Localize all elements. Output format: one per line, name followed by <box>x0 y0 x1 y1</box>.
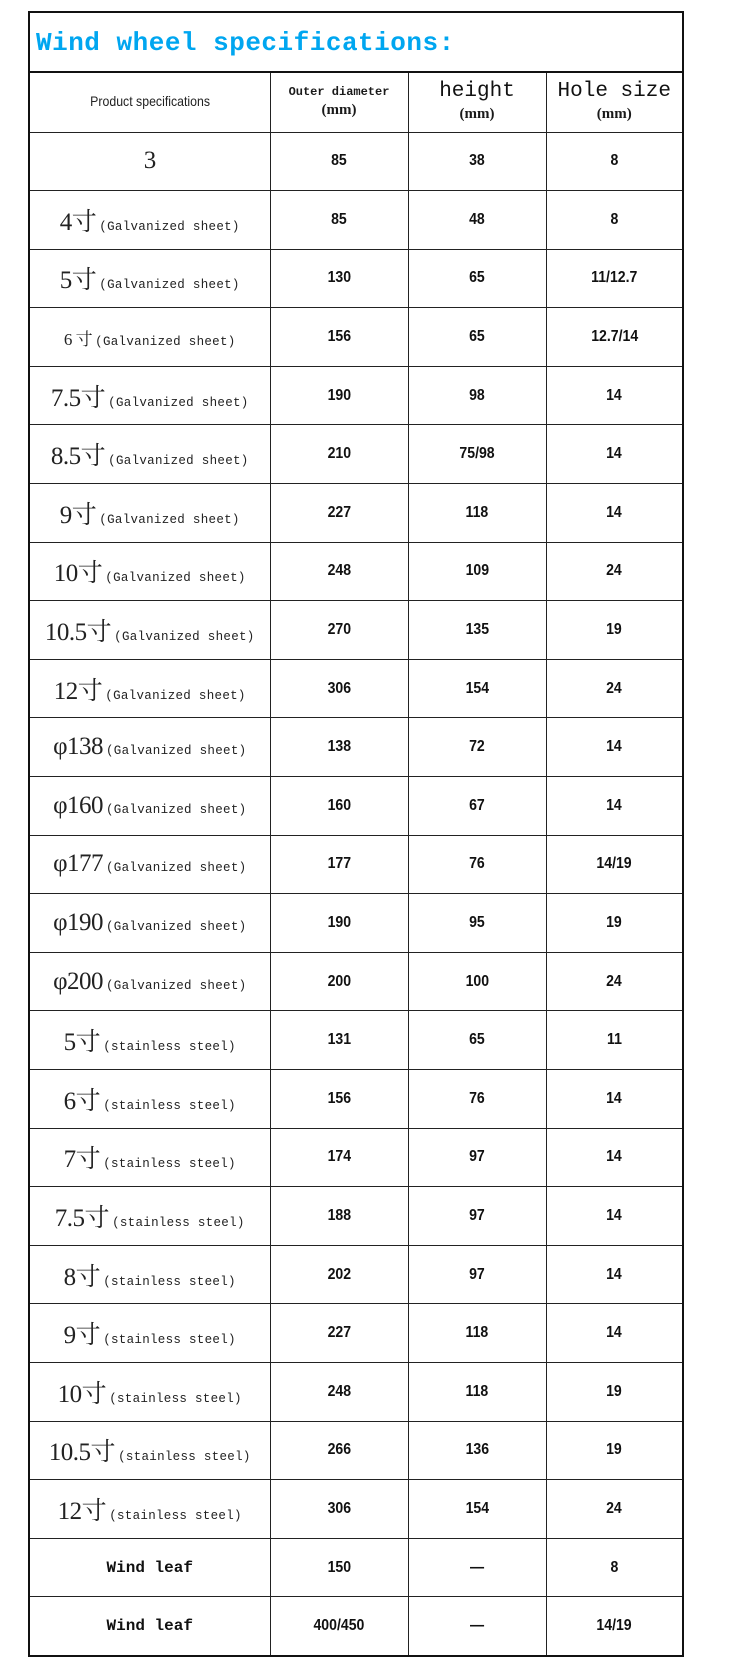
product-material: (Galvanized sheet) <box>99 219 240 234</box>
table-row <box>30 1362 682 1421</box>
cell-hole-size-value: 14 <box>606 1148 623 1166</box>
cell-height <box>408 601 546 660</box>
cell-outer-diameter <box>270 1070 408 1129</box>
cell-product-spec <box>30 835 270 894</box>
product-size: 12寸 <box>53 677 103 705</box>
cell-height-value: 65 <box>469 328 485 346</box>
cell-height <box>408 191 546 250</box>
cell-outer-diameter-value: 131 <box>327 1031 351 1049</box>
table-row <box>30 366 682 425</box>
cell-height-value: 154 <box>465 679 489 697</box>
cell-outer-diameter <box>270 659 408 718</box>
cell-outer-diameter <box>270 542 408 601</box>
product-material: (Galvanized sheet) <box>106 978 247 993</box>
table-row <box>30 777 682 836</box>
product-size: φ190 <box>53 909 103 937</box>
cell-hole-size <box>546 718 682 777</box>
cell-product-spec <box>30 1187 270 1246</box>
cell-height-value: 76 <box>469 855 485 873</box>
cell-hole-size <box>546 308 682 367</box>
product-size: φ138 <box>53 733 103 761</box>
cell-outer-diameter <box>270 777 408 836</box>
cell-outer-diameter <box>270 835 408 894</box>
table-row <box>30 659 682 718</box>
cell-outer-diameter <box>270 132 408 191</box>
cell-height-value: 67 <box>469 796 485 814</box>
header-height-unit: (mm) <box>459 106 495 123</box>
cell-product-spec <box>30 718 270 777</box>
cell-height-value: 118 <box>465 503 489 521</box>
cell-product-spec <box>30 1421 270 1480</box>
product-size: 5寸 <box>63 1029 101 1057</box>
cell-hole-size-value: 14 <box>606 738 623 756</box>
cell-product-spec <box>30 952 270 1011</box>
table-row <box>30 894 682 953</box>
cell-product-spec <box>30 659 270 718</box>
product-material: (stainless steel) <box>103 1333 236 1348</box>
cell-hole-size-value: 12.7/14 <box>590 328 638 346</box>
cell-outer-diameter-value: 400/450 <box>313 1617 365 1635</box>
cell-hole-size-value: 19 <box>606 621 623 639</box>
table-row <box>30 1187 682 1246</box>
spec-sheet <box>28 11 684 1657</box>
cell-outer-diameter <box>270 601 408 660</box>
cell-hole-size-value: 14 <box>606 1324 623 1342</box>
cell-outer-diameter-value: 200 <box>327 972 351 990</box>
product-material: (stainless steel) <box>112 1215 245 1230</box>
product-size: 5寸 <box>59 267 97 295</box>
product-size: 10寸 <box>57 1380 107 1408</box>
cell-product-spec <box>30 1362 270 1421</box>
cell-height <box>408 1538 546 1597</box>
cell-product-spec <box>30 484 270 543</box>
cell-hole-size <box>546 191 682 250</box>
product-material: (stainless steel) <box>103 1157 236 1172</box>
product-size: 8寸 <box>63 1263 101 1291</box>
cell-outer-diameter-value: 248 <box>327 1382 351 1400</box>
product-size: 7寸 <box>63 1146 101 1174</box>
product-size: 3 <box>143 147 156 175</box>
product-material: (Galvanized sheet) <box>95 334 236 349</box>
product-size: 7.5寸 <box>50 384 106 412</box>
cell-height <box>408 249 546 308</box>
cell-hole-size <box>546 777 682 836</box>
product-size: Wind leaf <box>106 1617 193 1636</box>
product-material: (Galvanized sheet) <box>106 744 247 759</box>
table-row <box>30 952 682 1011</box>
table-row <box>30 484 682 543</box>
cell-height-value: 97 <box>469 1206 485 1224</box>
table-row <box>30 718 682 777</box>
cell-hole-size-value: 14 <box>606 1265 623 1283</box>
product-material: (Galvanized sheet) <box>106 861 247 876</box>
product-size: 9寸 <box>59 501 97 529</box>
table-row <box>30 601 682 660</box>
product-size: φ177 <box>53 850 103 878</box>
cell-hole-size <box>546 1304 682 1363</box>
product-size: 6 寸 <box>63 329 93 349</box>
cell-height <box>408 1011 546 1070</box>
cell-hole-size-value: 24 <box>606 679 623 697</box>
cell-height <box>408 484 546 543</box>
cell-outer-diameter <box>270 1187 408 1246</box>
cell-outer-diameter <box>270 1362 408 1421</box>
product-size: 10寸 <box>53 560 103 588</box>
cell-height <box>408 1597 546 1656</box>
product-material: (Galvanized sheet) <box>108 454 249 469</box>
product-size: 10.5寸 <box>44 619 112 647</box>
cell-outer-diameter <box>270 366 408 425</box>
cell-height <box>408 542 546 601</box>
cell-product-spec <box>30 1304 270 1363</box>
cell-height <box>408 1187 546 1246</box>
cell-outer-diameter-value: 190 <box>327 386 351 404</box>
cell-hole-size-value: 19 <box>606 914 623 932</box>
cell-height <box>408 835 546 894</box>
cell-hole-size-value: 11/12.7 <box>591 269 638 287</box>
cell-hole-size-value: 19 <box>606 1441 623 1459</box>
product-material: (stainless steel) <box>118 1450 251 1465</box>
product-material: (Galvanized sheet) <box>106 802 247 817</box>
product-size: 7.5寸 <box>54 1204 110 1232</box>
cell-hole-size-value: 14 <box>606 445 623 463</box>
product-material: (Galvanized sheet) <box>99 278 240 293</box>
title-band <box>30 13 682 73</box>
cell-outer-diameter-value: 227 <box>327 503 351 521</box>
cell-outer-diameter <box>270 1480 408 1539</box>
spec-table <box>30 73 682 1655</box>
product-material: (stainless steel) <box>103 1274 236 1289</box>
cell-hole-size-value: 14 <box>606 1206 623 1224</box>
cell-height-value: 97 <box>469 1265 485 1283</box>
cell-hole-size <box>546 952 682 1011</box>
product-material: (stainless steel) <box>109 1391 242 1406</box>
product-material: (Galvanized sheet) <box>99 512 240 527</box>
cell-hole-size <box>546 1187 682 1246</box>
cell-outer-diameter-value: 270 <box>327 621 351 639</box>
table-row <box>30 835 682 894</box>
cell-height-value: 76 <box>469 1089 485 1107</box>
cell-height <box>408 425 546 484</box>
product-material: (Galvanized sheet) <box>105 571 246 586</box>
cell-height <box>408 659 546 718</box>
cell-hole-size <box>546 1070 682 1129</box>
product-size: 8.5寸 <box>50 443 106 471</box>
cell-hole-size <box>546 601 682 660</box>
cell-height-value: 118 <box>465 1382 489 1400</box>
table-row <box>30 1070 682 1129</box>
cell-hole-size <box>546 1011 682 1070</box>
cell-outer-diameter <box>270 952 408 1011</box>
cell-hole-size <box>546 249 682 308</box>
cell-outer-diameter <box>270 191 408 250</box>
header-outer-diameter-unit: (mm) <box>321 102 357 119</box>
header-product <box>30 73 270 132</box>
cell-outer-diameter-value: 130 <box>327 269 351 287</box>
header-row <box>30 73 682 132</box>
table-row <box>30 308 682 367</box>
cell-hole-size <box>546 542 682 601</box>
table-row <box>30 1304 682 1363</box>
product-size: 4寸 <box>59 208 97 236</box>
product-material: (stainless steel) <box>103 1040 236 1055</box>
cell-height-value: 136 <box>465 1441 489 1459</box>
cell-hole-size <box>546 425 682 484</box>
header-hole-size-unit: (mm) <box>596 106 632 123</box>
table-row <box>30 1480 682 1539</box>
product-size: φ200 <box>53 967 103 995</box>
cell-height-value: 135 <box>465 621 489 639</box>
cell-hole-size-value: 8 <box>610 1558 619 1576</box>
cell-product-spec <box>30 601 270 660</box>
cell-outer-diameter <box>270 718 408 777</box>
spec-table-body <box>30 132 682 1655</box>
cell-outer-diameter <box>270 484 408 543</box>
table-row <box>30 1538 682 1597</box>
cell-outer-diameter-value: 227 <box>327 1324 351 1342</box>
cell-hole-size-value: 14 <box>606 503 623 521</box>
cell-height <box>408 1128 546 1187</box>
table-row <box>30 249 682 308</box>
cell-outer-diameter-value: 190 <box>327 914 351 932</box>
cell-hole-size-value: 14/19 <box>596 855 632 873</box>
cell-outer-diameter-value: 85 <box>331 152 347 170</box>
product-size: 10.5寸 <box>48 1439 116 1467</box>
cell-hole-size <box>546 366 682 425</box>
table-row <box>30 132 682 191</box>
cell-height-value: 118 <box>465 1324 489 1342</box>
cell-height <box>408 1362 546 1421</box>
cell-hole-size-value: 14 <box>606 1089 623 1107</box>
header-outer-diameter-label: Outer diameter <box>288 85 390 100</box>
cell-outer-diameter <box>270 425 408 484</box>
cell-product-spec <box>30 1128 270 1187</box>
cell-height-value: 100 <box>465 972 489 990</box>
table-row <box>30 191 682 250</box>
cell-outer-diameter-value: 202 <box>327 1265 351 1283</box>
cell-outer-diameter-value: 248 <box>327 562 351 580</box>
product-material: (Galvanized sheet) <box>105 688 246 703</box>
cell-outer-diameter-value: 174 <box>327 1148 351 1166</box>
product-material: (Galvanized sheet) <box>106 920 247 935</box>
product-size: φ160 <box>53 791 103 819</box>
cell-outer-diameter <box>270 1597 408 1656</box>
cell-hole-size <box>546 894 682 953</box>
cell-product-spec <box>30 308 270 367</box>
cell-height-value: — <box>469 1617 485 1635</box>
cell-outer-diameter-value: 156 <box>327 328 351 346</box>
cell-product-spec <box>30 191 270 250</box>
header-product-label: Product specifications <box>89 93 210 110</box>
table-row <box>30 1597 682 1656</box>
cell-height-value: 65 <box>469 1031 485 1049</box>
cell-product-spec <box>30 894 270 953</box>
table-row <box>30 425 682 484</box>
cell-hole-size <box>546 484 682 543</box>
cell-product-spec <box>30 1011 270 1070</box>
cell-outer-diameter <box>270 1245 408 1304</box>
table-row <box>30 1421 682 1480</box>
cell-outer-diameter-value: 188 <box>327 1206 351 1224</box>
cell-outer-diameter-value: 177 <box>327 855 351 873</box>
cell-product-spec <box>30 1070 270 1129</box>
cell-hole-size <box>546 1421 682 1480</box>
cell-outer-diameter-value: 85 <box>331 210 347 228</box>
cell-product-spec <box>30 777 270 836</box>
cell-hole-size-value: 24 <box>606 562 623 580</box>
cell-outer-diameter-value: 156 <box>327 1089 351 1107</box>
cell-hole-size <box>546 835 682 894</box>
cell-product-spec <box>30 1597 270 1656</box>
cell-outer-diameter-value: 150 <box>327 1558 351 1576</box>
cell-height-value: 75/98 <box>459 445 495 463</box>
cell-height-value: 109 <box>465 562 489 580</box>
cell-product-spec <box>30 1480 270 1539</box>
cell-product-spec <box>30 249 270 308</box>
cell-hole-size-value: 8 <box>610 210 619 228</box>
cell-height <box>408 894 546 953</box>
cell-height-value: — <box>469 1558 485 1576</box>
cell-hole-size-value: 24 <box>606 972 623 990</box>
cell-height <box>408 718 546 777</box>
cell-hole-size <box>546 132 682 191</box>
product-material: (stainless steel) <box>103 1098 236 1113</box>
cell-height-value: 98 <box>469 386 485 404</box>
cell-height-value: 48 <box>469 210 485 228</box>
cell-outer-diameter <box>270 249 408 308</box>
cell-hole-size-value: 14 <box>606 386 623 404</box>
cell-outer-diameter-value: 160 <box>327 796 351 814</box>
product-material: (Galvanized sheet) <box>108 395 249 410</box>
cell-height <box>408 1304 546 1363</box>
cell-product-spec <box>30 366 270 425</box>
page-title: Wind wheel specifications: <box>36 28 455 58</box>
cell-outer-diameter-value: 266 <box>327 1441 351 1459</box>
cell-outer-diameter-value: 306 <box>327 1499 351 1517</box>
cell-hole-size-value: 14 <box>606 796 623 814</box>
cell-height <box>408 777 546 836</box>
cell-outer-diameter <box>270 1421 408 1480</box>
cell-hole-size <box>546 1128 682 1187</box>
cell-product-spec <box>30 542 270 601</box>
product-size: 6寸 <box>63 1087 101 1115</box>
cell-outer-diameter <box>270 1304 408 1363</box>
cell-outer-diameter <box>270 308 408 367</box>
cell-height <box>408 952 546 1011</box>
cell-height <box>408 1480 546 1539</box>
product-material: (stainless steel) <box>109 1508 242 1523</box>
cell-hole-size-value: 14/19 <box>596 1617 632 1635</box>
cell-hole-size <box>546 1362 682 1421</box>
cell-height <box>408 366 546 425</box>
cell-product-spec <box>30 132 270 191</box>
cell-height <box>408 1421 546 1480</box>
product-size: 9寸 <box>63 1322 101 1350</box>
cell-height <box>408 1070 546 1129</box>
cell-height <box>408 308 546 367</box>
cell-hole-size <box>546 1245 682 1304</box>
cell-outer-diameter <box>270 1128 408 1187</box>
header-hole-size <box>546 73 682 132</box>
product-size: Wind leaf <box>106 1558 193 1577</box>
cell-height-value: 95 <box>469 914 485 932</box>
header-hole-size-label: Hole size <box>557 80 671 104</box>
header-outer-diameter <box>270 73 408 132</box>
cell-outer-diameter <box>270 894 408 953</box>
cell-height-value: 38 <box>469 152 485 170</box>
cell-height <box>408 1245 546 1304</box>
cell-hole-size <box>546 1538 682 1597</box>
cell-outer-diameter-value: 210 <box>327 445 351 463</box>
cell-height <box>408 132 546 191</box>
table-row <box>30 1128 682 1187</box>
cell-product-spec <box>30 1245 270 1304</box>
product-material: (Galvanized sheet) <box>114 630 255 645</box>
cell-hole-size-value: 24 <box>606 1499 623 1517</box>
table-row <box>30 542 682 601</box>
cell-product-spec <box>30 1538 270 1597</box>
cell-height-value: 154 <box>465 1499 489 1517</box>
table-row <box>30 1245 682 1304</box>
cell-hole-size-value: 11 <box>606 1031 622 1049</box>
cell-height-value: 72 <box>469 738 485 756</box>
product-size: 12寸 <box>57 1497 107 1525</box>
header-height <box>408 73 546 132</box>
table-row <box>30 1011 682 1070</box>
cell-height-value: 97 <box>469 1148 485 1166</box>
cell-hole-size-value: 8 <box>610 152 619 170</box>
cell-outer-diameter <box>270 1538 408 1597</box>
cell-product-spec <box>30 425 270 484</box>
header-height-label: height <box>439 80 515 104</box>
cell-outer-diameter-value: 138 <box>327 738 351 756</box>
cell-outer-diameter-value: 306 <box>327 679 351 697</box>
cell-height-value: 65 <box>469 269 485 287</box>
cell-hole-size <box>546 1480 682 1539</box>
cell-hole-size <box>546 659 682 718</box>
cell-outer-diameter <box>270 1011 408 1070</box>
cell-hole-size <box>546 1597 682 1656</box>
cell-hole-size-value: 19 <box>606 1382 623 1400</box>
